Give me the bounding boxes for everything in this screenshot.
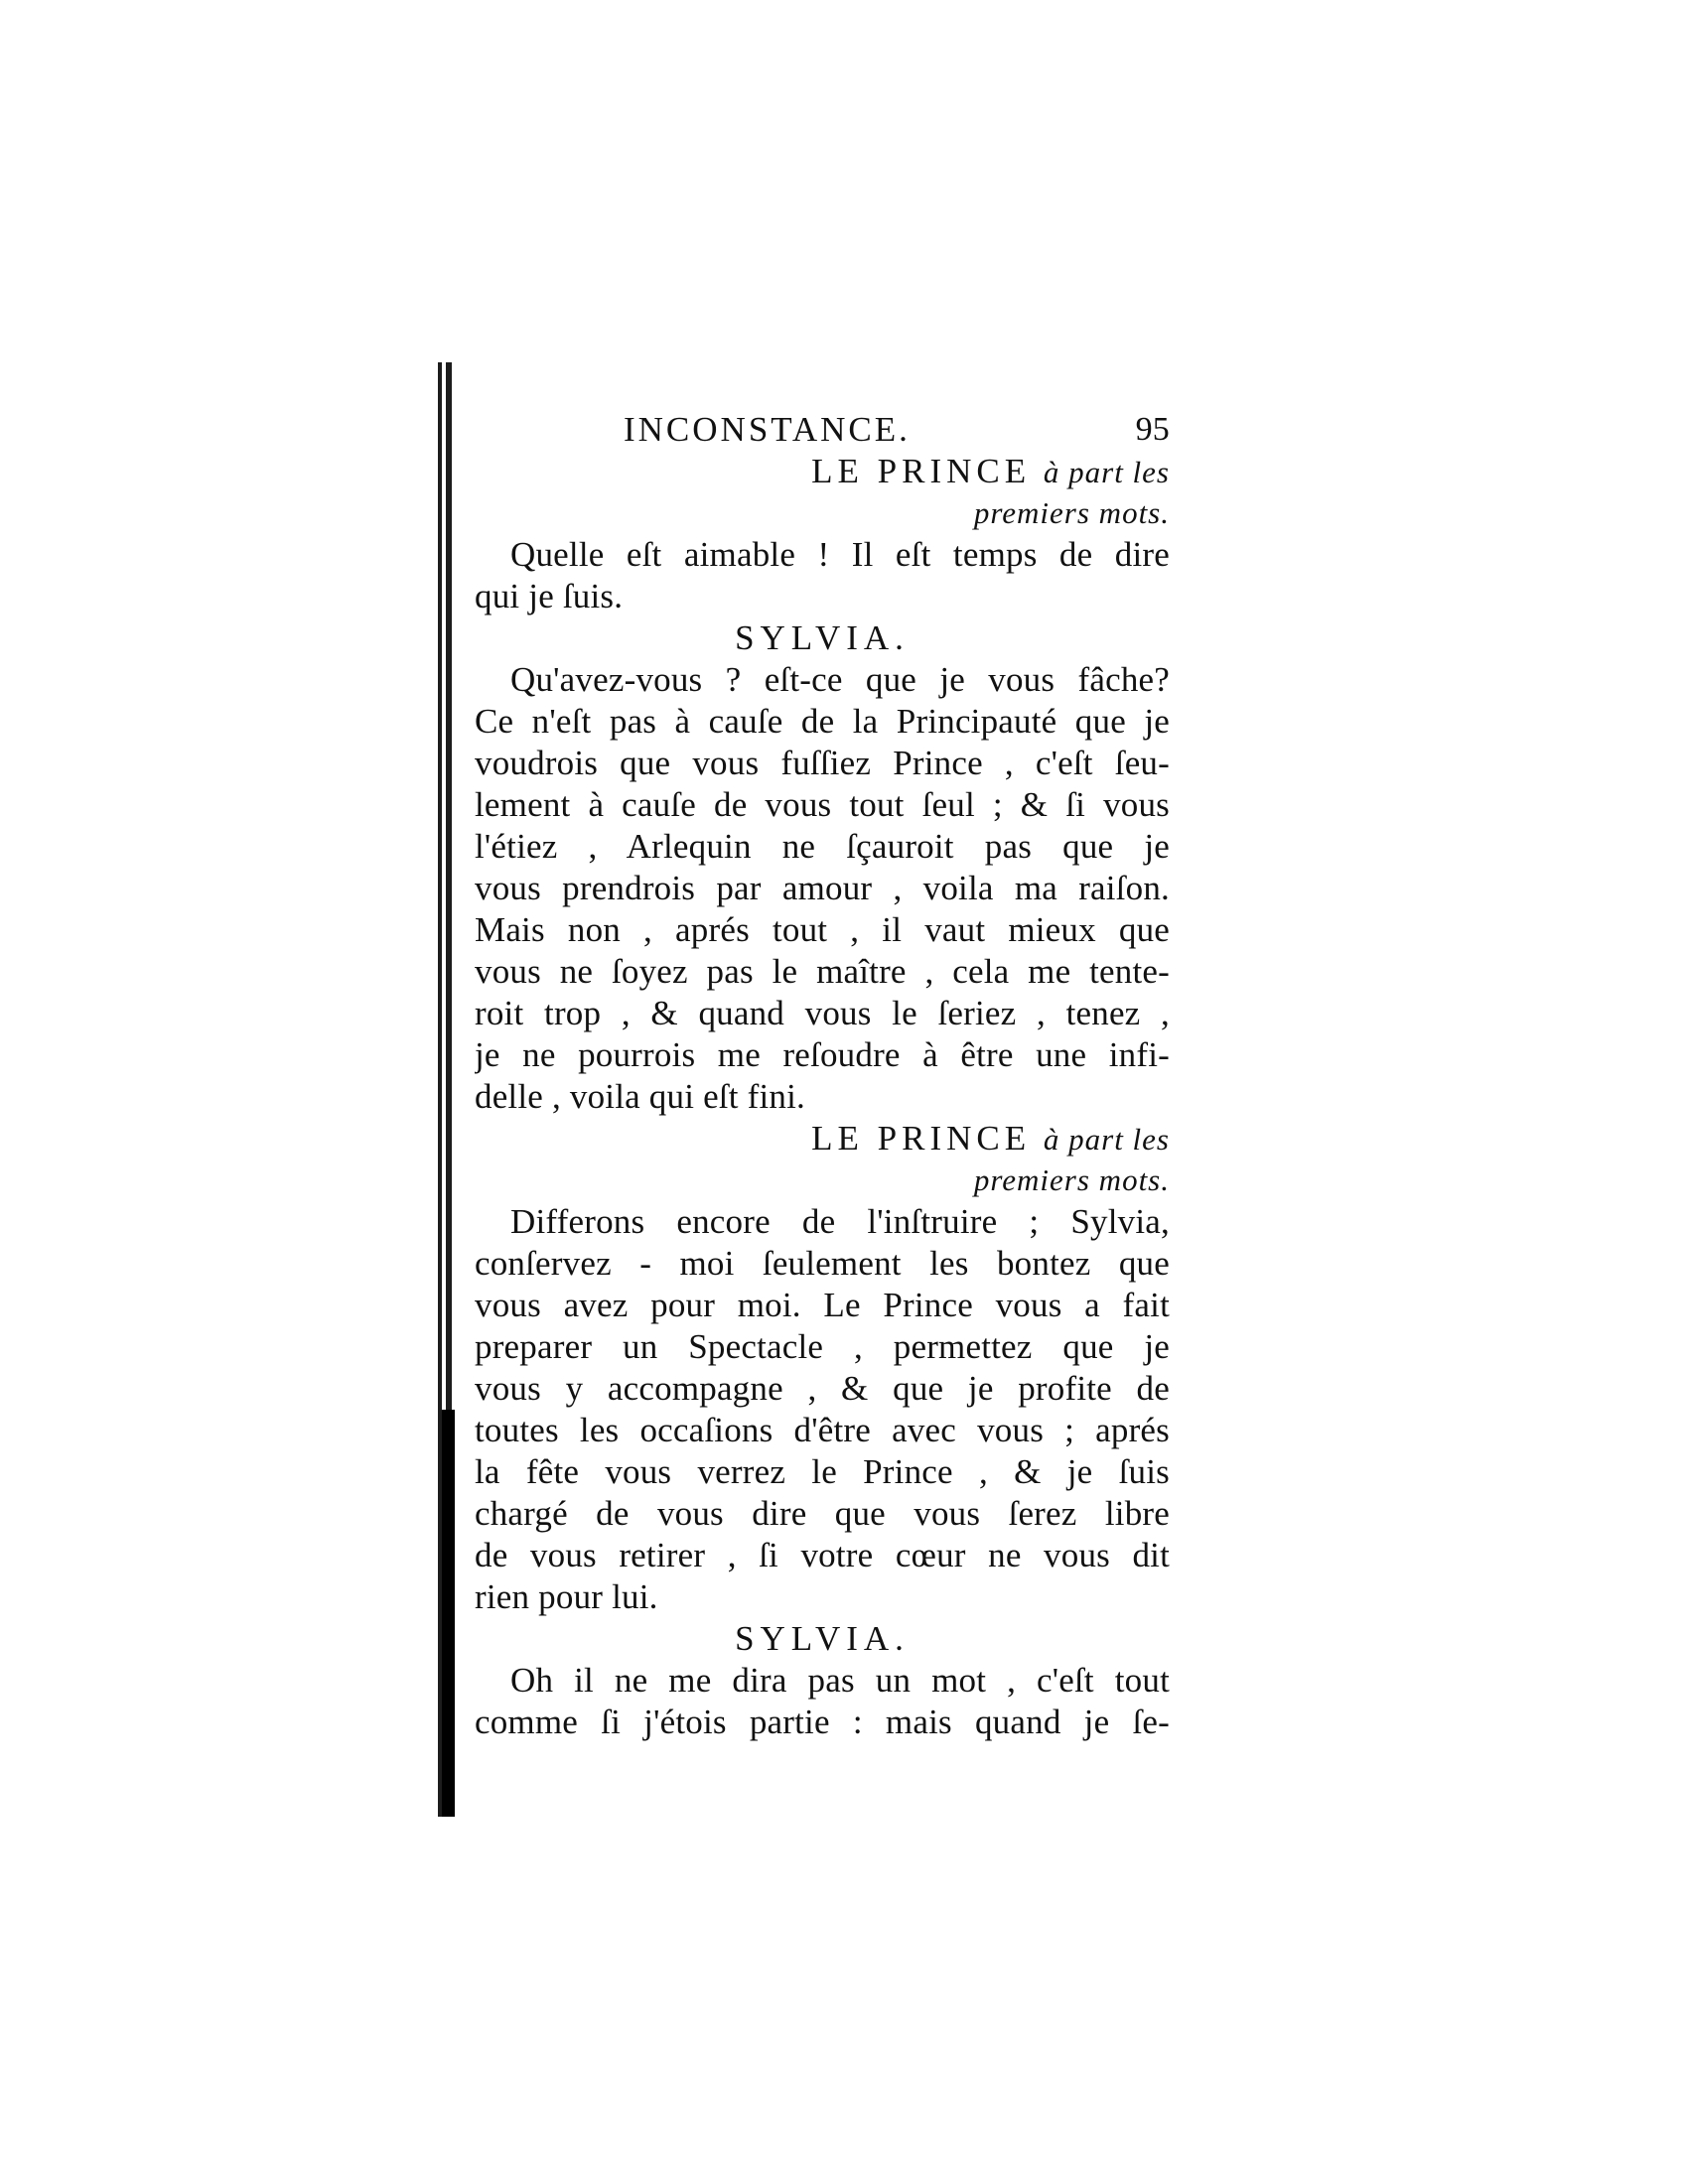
text-line: Ce n'eſt pas à cauſe de la Principauté que je [475,702,1170,741]
text-line: vous prendrois par amour , voila ma raiſon. [475,869,1170,907]
text-line: vous ne ſoyez pas le maître , cela me tente- [475,952,1170,991]
text-line: Qu'avez-vous ? eſt-ce que je vous fâche? [510,660,1170,699]
page-gutter-dark-edge [442,1410,455,1817]
text-line: la fête vous verrez le Prince , & je ſuis [475,1452,1170,1491]
text-line: je ne pourrois me reſoudre à être une infi- [475,1035,1170,1074]
text-line: qui je ſuis. [475,577,624,615]
page-text-block [475,409,1170,1743]
text-line: delle , voila qui eſt fini. [475,1077,805,1116]
text-line: preparer un Spectacle , permettez que je [475,1327,1170,1366]
speaker-name: LE PRINCE [811,1119,1032,1158]
speaker-heading-sylvia-2: SYLVIA. [735,1619,910,1658]
running-head [475,409,1170,451]
stage-direction-continuation: premiers mots. [973,1162,1170,1197]
text-line: Quelle eſt aimable ! Il eſt temps de dire [510,535,1170,574]
page-number: 95 [1135,411,1170,448]
text-line: conſervez - moi ſeulement les bontez que [475,1244,1170,1283]
text-line: Oh il ne me dira pas un mot , c'eſt tout [510,1661,1170,1700]
stage-direction: à part les [1043,455,1170,489]
stage-direction-continuation: premiers mots. [973,495,1170,530]
text-line: rien pour lui. [475,1577,658,1616]
text-line: l'étiez , Arlequin ne ſçauroit pas que je [475,827,1170,866]
text-line: toutes les occaſions d'être avec vous ; aprés [475,1411,1170,1449]
text-line: vous avez pour moi. Le Prince vous a fait [475,1286,1170,1324]
text-line: Mais non , aprés tout , il vaut mieux que [475,910,1170,949]
speaker-name: LE PRINCE [811,452,1032,490]
text-line: voudrois que vous fuſſiez Prince , c'eſt ſeu- [475,744,1170,782]
speaker-heading-prince-2 [475,1118,1170,1160]
speaker-heading-sylvia-1: SYLVIA. [735,618,910,657]
text-line: lement à cauſe de vous tout ſeul ; & ſi vous [475,785,1170,824]
stage-direction: à part les [1043,1122,1170,1157]
running-title: INCONSTANCE. [624,410,911,449]
text-line: vous y accompagne , & que je profite de [475,1369,1170,1408]
speaker-heading-prince-1 [475,451,1170,492]
text-line: de vous retirer , ſi votre cœur ne vous dit [475,1536,1170,1574]
text-line: roit trop , & quand vous le ſeriez , tenez , [475,994,1170,1032]
text-line: Differons encore de l'inſtruire ; Sylvia, [510,1202,1170,1241]
text-line: comme ſi j'étois partie : mais quand je ſe- [475,1703,1170,1741]
text-line: chargé de vous dire que vous ſerez libre [475,1494,1170,1533]
